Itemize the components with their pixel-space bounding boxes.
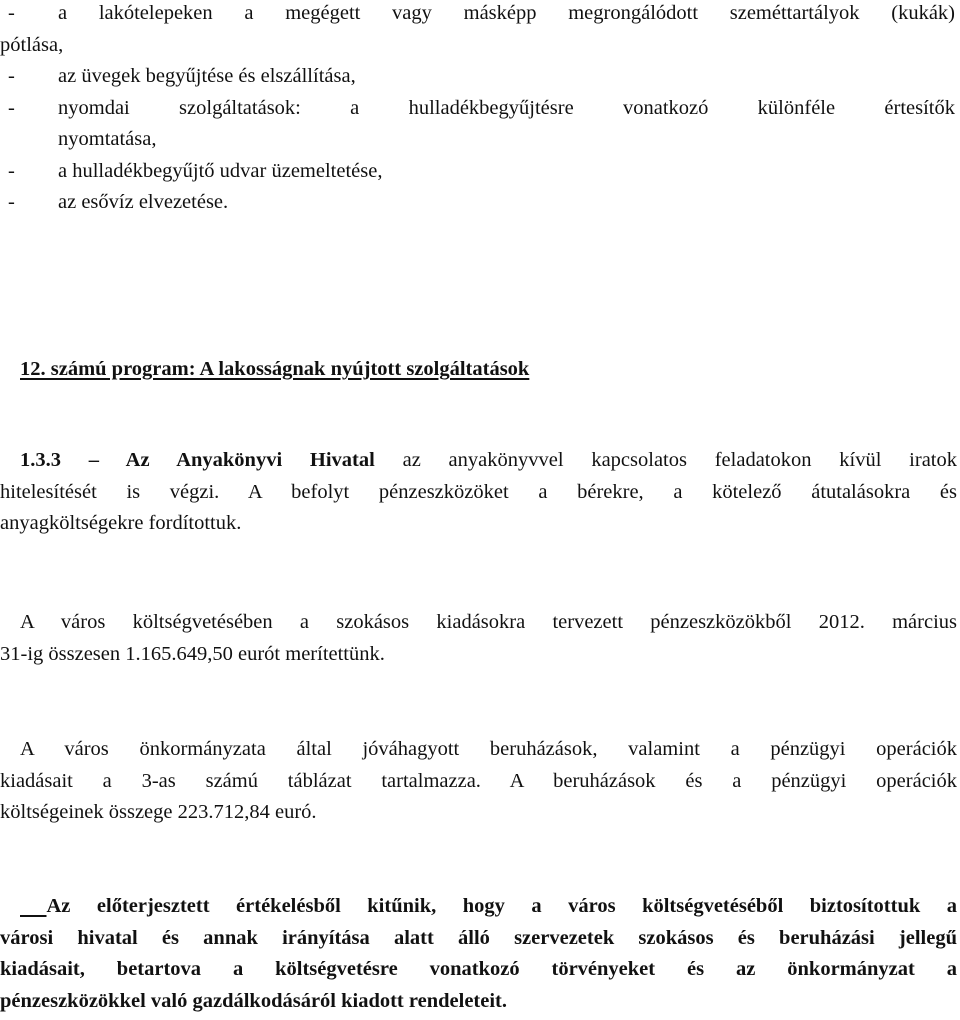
conclusion-first-word: [20, 895, 47, 917]
paragraph-text: 31-ig összesen 1.165.649,50 eurót merítettünk.: [0, 642, 385, 665]
paragraph-text: anyagköltségekre fordítottuk.: [0, 512, 242, 534]
list-item: [0, 156, 955, 188]
paragraph-budget: [0, 607, 957, 670]
list-item-text: nyomdai szolgáltatások: a hulladékbegyűjtésre vonatkozó különféle értesítők: [58, 96, 955, 119]
paragraph-text: Az előterjesztett értékelésből kitűnik, hogy a város költségvetéséből biztosítottuk a: [46, 895, 957, 917]
paragraph-text: az anyakönyvvel kapcsolatos feladatokon kívül iratok: [374, 449, 957, 471]
list-item-text: az üvegek begyűjtése és elszállítása,: [58, 65, 356, 87]
list-dash: -: [8, 96, 15, 119]
list-item: [0, 61, 955, 93]
list-item-text: a hulladékbegyűjtő udvar üzemeltetése,: [58, 159, 383, 182]
paragraph-conclusion: [0, 891, 957, 1017]
paragraph-text: A város költségvetésében a szokásos kiadásokra tervezett pénzeszközökből 2012. március: [20, 611, 957, 633]
section-heading: 12. számú program: A lakosságnak nyújtott szolgáltatások: [20, 358, 530, 380]
list-dash: -: [8, 65, 15, 87]
list-item: [0, 0, 955, 61]
list-item-text: a lakótelepeken a megégett vagy másképp megrongálódott szeméttartályok (kukák): [58, 2, 955, 24]
paragraph-text: A város önkormányzata által jóváhagyott beruházások, valamint a pénzügyi operációk: [20, 738, 957, 760]
paragraph-text: kiadásait a 3-as számú táblázat tartalmazza. A beruházások és a pénzügyi operációk: [0, 769, 957, 792]
bold-lead: 1.3.3 – Az Anyakönyvi Hivatal: [20, 449, 375, 471]
paragraph-text: költségeinek összege 223.712,84 euró.: [0, 801, 317, 823]
paragraph-text: kiadásait, betartova a költségvetésre vonatkozó törvényeket és az önkormányzat a: [0, 958, 957, 980]
paragraph-text: pénzeszközökkel való gazdálkodásáról kiadott rendeleteit.: [0, 989, 507, 1012]
list-dash: -: [8, 191, 15, 213]
list-dash: -: [8, 2, 15, 24]
list-item: [0, 93, 955, 156]
paragraph-investments: [0, 734, 957, 829]
list-item-text-continued: pótlása,: [0, 33, 64, 56]
list-item: [0, 187, 955, 219]
list-item-text: az esővíz elvezetése.: [58, 191, 229, 213]
list-item-text-continued: nyomtatása,: [58, 128, 157, 150]
list-dash: -: [8, 159, 15, 182]
service-list: [0, 0, 955, 219]
paragraph-registry-office: [0, 445, 957, 540]
paragraph-text: városi hivatal és annak irányítása alatt álló szervezetek szokásos és beruházási jellegű: [0, 926, 957, 949]
paragraph-text: hitelesítését is végzi. A befolyt pénzeszközöket a bérekre, a kötelező átutalásokra és: [0, 480, 957, 503]
